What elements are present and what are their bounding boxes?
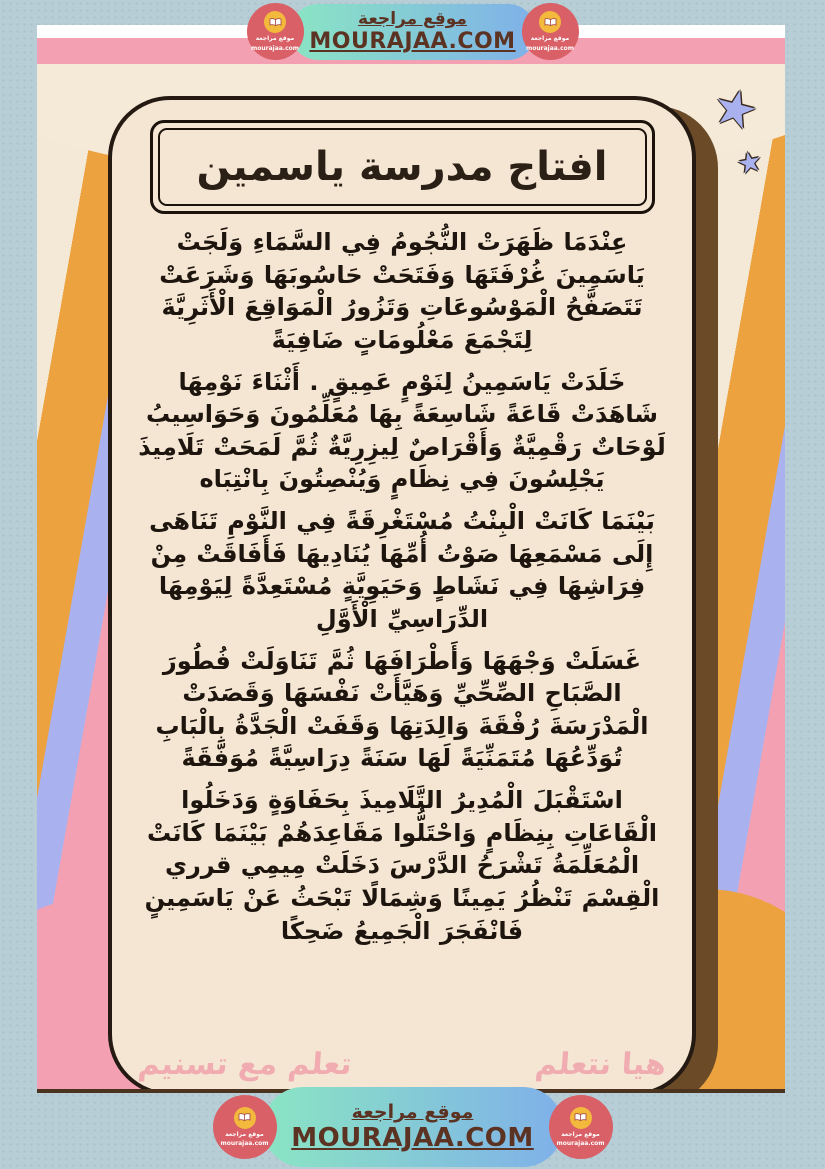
open-book-icon xyxy=(234,1107,256,1129)
site-link[interactable] xyxy=(290,4,536,60)
story-paragraph: خَلَدَتْ يَاسَمِينُ لِنَوْمٍ عَمِيقٍ . أَثْنَاءَ نَوْمِهَا شَاهَدَتْ قَاعَةً شَاسِعَةً بِهَا مُعَلِّمُونَ وَحَوَاسِيبُ لَوْحَاتٌ رَقْمِيَّةٌ وَأَقْرَاصٌ لِيزِرِيَّةٌ ثُمَّ لَمَحَتْ تَلَامِيذَ يَجْلِسُونَ فِي نِظَامٍ وَيُنْصِتُونَ بِانْتِبَاه xyxy=(138,367,666,494)
site-logo-badge xyxy=(213,1095,277,1159)
badge-site-name: موقع مراجعة xyxy=(255,35,295,42)
site-domain: MOURAJAA.COM xyxy=(291,1123,534,1153)
star-icon: ★ xyxy=(706,75,765,143)
badge-site-name: موقع مراجعة xyxy=(561,1130,600,1138)
badge-site-domain: mourajaa.com xyxy=(556,1140,605,1147)
site-name-arabic: موقع مراجعة xyxy=(351,1101,474,1123)
watermark-slogan-left: تعلم مع تسنيم xyxy=(136,1047,353,1082)
open-book-icon xyxy=(264,11,286,33)
watermark-slogan-right: هيا نتعلم xyxy=(533,1047,668,1082)
badge-site-domain: mourajaa.com xyxy=(220,1140,269,1147)
badge-site-domain: mourajaa.com xyxy=(250,44,300,52)
site-link[interactable] xyxy=(263,1087,563,1167)
story-title: افتاج مدرسة ياسمين xyxy=(196,144,608,190)
header-branding-bar xyxy=(0,3,825,60)
site-logo-badge xyxy=(522,3,579,60)
badge-site-name: موقع مراجعة xyxy=(530,35,570,42)
site-name-arabic: موقع مراجعة xyxy=(358,9,467,29)
star-icon: ★ xyxy=(733,143,766,182)
site-logo-badge xyxy=(247,3,304,60)
story-paragraph: بَيْنَمَا كَانَتْ الْبِنْتُ مُسْتَغْرِقَةً فِي النَّوْمِ تَنَاهَى إِلَى مَسْمَعِهَا صَوْتُ أُمِّهَا يُنَادِيهَا فَأَفَاقَتْ مِنْ فِرَاشِهَا فِي نَشَاطٍ وَحَيَوِيَّةٍ مُسْتَعِدَّةً لِيَوْمِهَا الدِّرَاسِيِّ الْأَوَّلِ xyxy=(149,507,655,633)
site-domain: MOURAJAA.COM xyxy=(309,29,516,54)
story-paragraph: اسْتَقْبَلَ الْمُدِيرُ التَّلَامِيذَ بِحَفَاوَةٍ وَدَخَلُوا الْقَاعَاتِ بِنِظَامٍ وَاحْتَلُّوا مَقَاعِدَهُمْ بَيْنَمَا كَانَتْ الْمُعَلِّمَةُ تَشْرَحُ الدَّرْسَ دَخَلَتْ مِيمِي قرري الْقِسْمَ تَنْظُرُ يَمِينًا وَشِمَالًا تَبْحَثُ عَنْ يَاسَمِينٍ فَانْفَجَرَ الْجَمِيعُ ضَحِكًا xyxy=(144,786,660,945)
story-paragraph: عِنْدَمَا ظَهَرَتْ النُّجُومُ فِي السَّمَاءِ وَلَجَتْ يَاسَمِينَ غُرْفَتَهَا وَفَتَحَتْ حَاسُوبَهَا وَشَرَعَتْ تَتَصَفَّحُ الْمَوْسُوعَاتِ وَتَزُورُ الْمَوَاقِعَ الْأَثَرِيَّةَ لِتَجْمَعَ مَعْلُومَاتٍ ضَافِيَةً xyxy=(159,228,645,354)
site-logo-badge xyxy=(549,1095,613,1159)
story-paragraph: غَسَلَتْ وَجْهَهَا وَأَطْرَافَهَا ثُمَّ تَنَاوَلَتْ فُطُورَ الصَّبَاحِ الصِّحِّيِّ وَهَيَّأَتْ نَفْسَهَا وَقَصَدَتْ الْمَدْرَسَةَ رُفْقَةَ وَالِدَتِهَا وَقَفَتْ الْجَدَّةُ بِالْبَابِ تُوَدِّعُهَا مُتَمَنِّيَةً لَهَا سَنَةً دِرَاسِيَّةً مُوَفَّقَةً xyxy=(155,646,649,773)
title-frame xyxy=(150,120,655,214)
story-panel xyxy=(108,96,696,1093)
story-text xyxy=(126,226,678,947)
open-book-icon xyxy=(539,11,561,33)
badge-site-name: موقع مراجعة xyxy=(225,1130,264,1138)
watermark-row xyxy=(138,1047,666,1082)
poster-background xyxy=(37,25,785,1093)
open-book-icon xyxy=(570,1107,592,1129)
badge-site-domain: mourajaa.com xyxy=(525,44,575,52)
footer-branding-bar xyxy=(0,1087,825,1167)
